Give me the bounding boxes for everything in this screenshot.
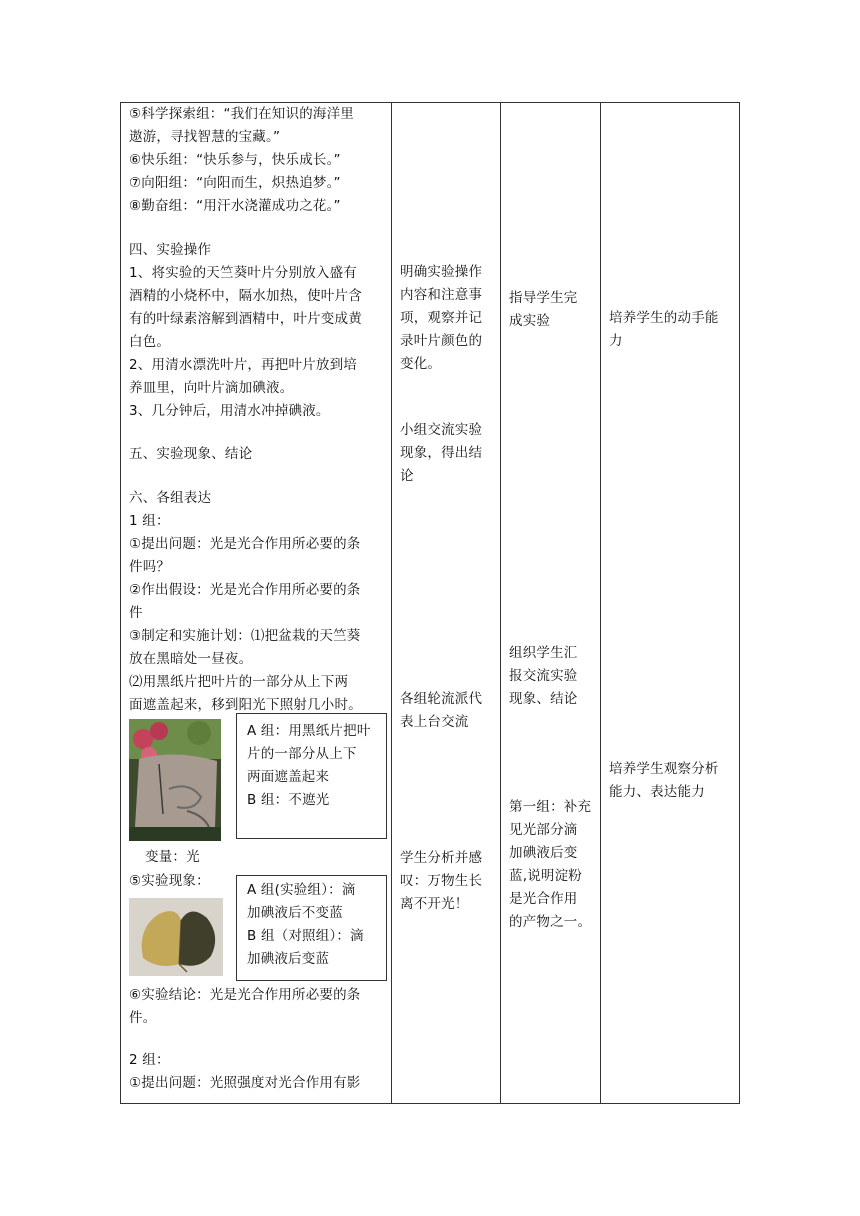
cell-line: 加碘液后变 <box>509 845 578 861</box>
cell-line: 项，观察并记 <box>400 310 483 326</box>
phenomenon-label: ⑤实验现象： <box>129 873 210 889</box>
cell-line: 学生分析并感 <box>400 850 483 866</box>
content-line: 件吗？ <box>129 559 171 575</box>
content-line: 2、用清水漂洗叶片，再把叶片放到培 <box>129 357 357 373</box>
cell-line: 培养学生观察分析 <box>609 761 719 777</box>
column-divider <box>500 103 501 1103</box>
cell-line: 报交流实验 <box>509 668 578 684</box>
cell-line: 各组轮流派代 <box>400 691 483 707</box>
cell-line: 明确实验操作 <box>400 264 483 280</box>
box-line: A 组(实验组）：滴 <box>247 882 356 898</box>
content-line: 件。 <box>129 1010 157 1026</box>
cell-line: 现象、结论 <box>509 691 578 707</box>
cell-line: 离不开光！ <box>400 896 469 912</box>
content-line: ①提出问题：光是光合作用所必要的条 <box>129 536 361 552</box>
box-line: B 组：不遮光 <box>247 792 330 808</box>
lesson-plan-table <box>120 102 740 1104</box>
cell-line: 是光合作用 <box>509 891 578 907</box>
cell-line: 能力、表达能力 <box>609 784 705 800</box>
content-line: ③制定和实施计划：⑴把盆栽的天竺葵 <box>129 628 361 644</box>
box-line: 加碘液后不变蓝 <box>247 905 343 921</box>
cell-line: 力 <box>609 333 623 349</box>
box-line: 加碘液后变蓝 <box>247 951 330 967</box>
content-line: 2 组： <box>129 1052 170 1068</box>
section-heading: 五、实验现象、结论 <box>129 446 253 462</box>
cell-line: 蓝,说明淀粉 <box>509 868 582 884</box>
content-line: 有的叶绿素溶解到酒精中，叶片变成黄 <box>129 311 362 327</box>
content-line: ①提出问题：光照强度对光合作用有影 <box>129 1075 361 1091</box>
box-line: 两面遮盖起来 <box>247 769 330 785</box>
box-line: A 组：用黑纸片把叶 <box>247 723 371 739</box>
content-line: 面遮盖起来，移到阳光下照射几小时。 <box>129 697 362 713</box>
cell-line: 培养学生的动手能 <box>609 310 719 326</box>
content-line: 3、几分钟后，用清水冲掉碘液。 <box>129 403 330 419</box>
content-line: 养皿里，向叶片滴加碘液。 <box>129 380 294 396</box>
cell-line: 变化。 <box>400 356 442 372</box>
column-divider <box>391 103 392 1103</box>
content-line: ⑦向阳组：“向阳而生，炽热追梦。” <box>129 175 341 191</box>
content-line: 酒精的小烧杯中，隔水加热，使叶片含 <box>129 288 362 304</box>
content-line: ⑥快乐组：“快乐参与，快乐成长。” <box>129 152 341 168</box>
content-line: ⑥实验结论：光是光合作用所必要的条 <box>129 987 361 1003</box>
content-line: 件 <box>129 605 143 621</box>
cell-line: 的产物之一。 <box>509 914 592 930</box>
cell-line: 表上台交流 <box>400 714 469 730</box>
box-line: B 组（对照组）：滴 <box>247 928 364 944</box>
section-heading: 六、各组表达 <box>129 490 212 506</box>
result-box <box>236 875 387 981</box>
cell-line: 内容和注意事 <box>400 287 483 303</box>
content-line: ⑵用黑纸片把叶片的一部分从上下两 <box>129 674 349 690</box>
cell-line: 第一组：补充 <box>509 799 592 815</box>
cell-line: 成实验 <box>509 313 551 329</box>
cell-line: 指导学生完 <box>509 290 578 306</box>
cell-line: 小组交流实验 <box>400 422 483 438</box>
variable-label: 变量：光 <box>145 849 200 865</box>
group-setup-box <box>236 713 387 839</box>
leaf-clip-photo <box>129 719 221 841</box>
cell-line: 组织学生汇 <box>509 645 578 661</box>
leaf-result-photo <box>129 898 223 976</box>
content-line: ②作出假设：光是光合作用所必要的条 <box>129 582 361 598</box>
cell-line: 现象，得出结 <box>400 445 483 461</box>
content-line: 1、将实验的天竺葵叶片分别放入盛有 <box>129 265 357 281</box>
content-line: 白色。 <box>129 334 171 350</box>
cell-line: 叹：万物生长 <box>400 873 483 889</box>
content-line: ⑤科学探索组：“我们在知识的海洋里 <box>129 106 354 122</box>
cell-line: 录叶片颜色的 <box>400 333 483 349</box>
cell-line: 见光部分滴 <box>509 822 578 838</box>
content-line: 遨游，寻找智慧的宝藏。” <box>129 129 281 145</box>
section-heading: 四、实验操作 <box>129 242 212 258</box>
content-line: 1 组： <box>129 513 170 529</box>
content-line: ⑧勤奋组：“用汗水浇灌成功之花。” <box>129 198 341 214</box>
cell-line: 论 <box>400 468 414 484</box>
column-divider <box>600 103 601 1103</box>
box-line: 片的一部分从上下 <box>247 746 357 762</box>
content-line: 放在黑暗处一昼夜。 <box>129 651 253 667</box>
